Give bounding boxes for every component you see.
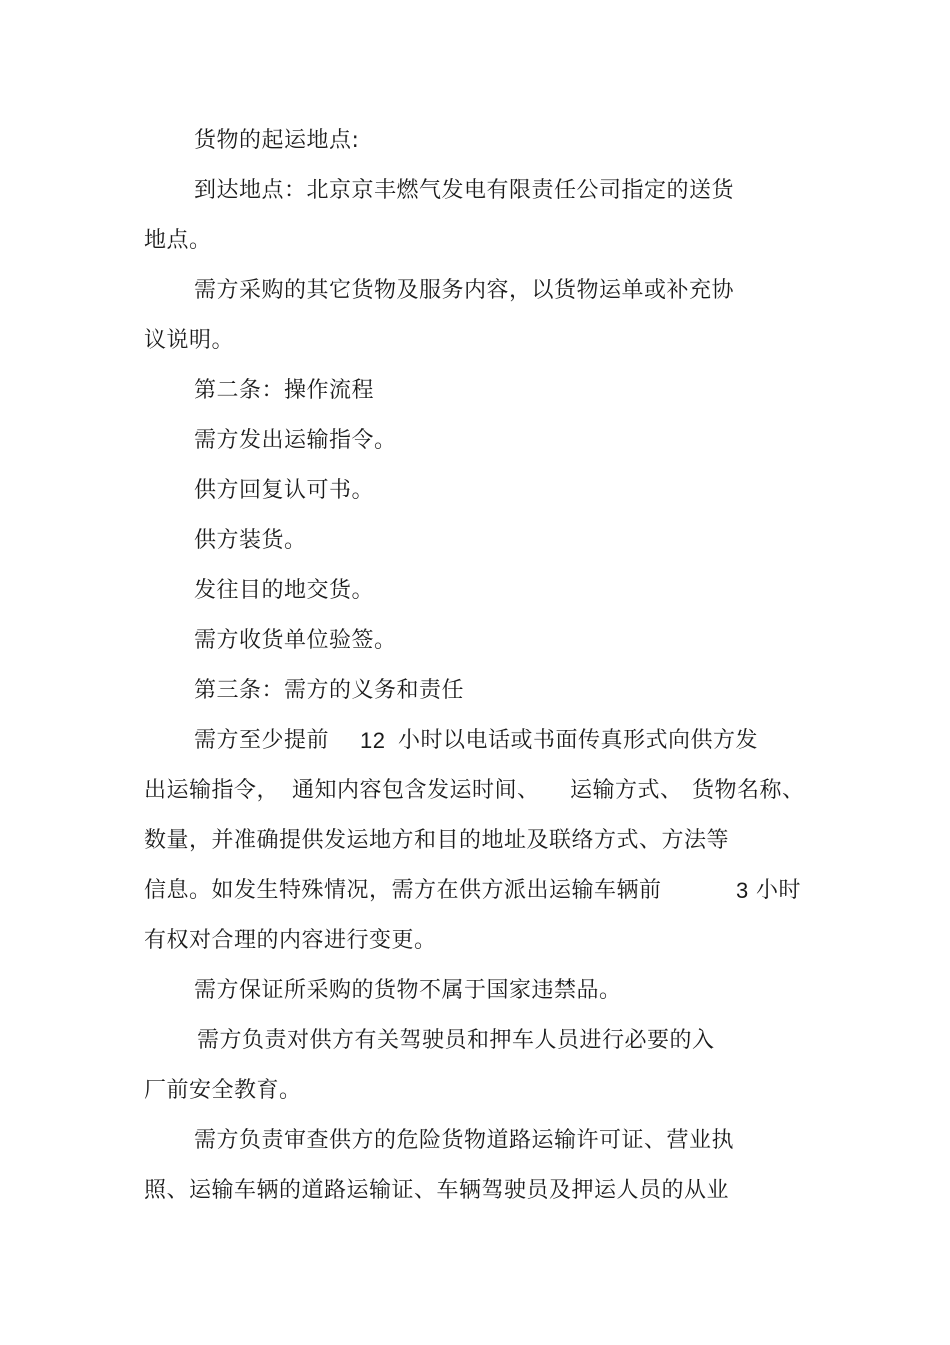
paragraph-line-segment: 小时以电话或书面传真形式向供方发 — [398, 728, 759, 753]
paragraph-line: 有权对合理的内容进行变更。 — [144, 928, 437, 953]
paragraph-line-segment: 小时 — [756, 878, 802, 903]
paragraph-line-number: 3 — [736, 878, 749, 903]
paragraph-line: 照、运输车辆的道路运输证、车辆驾驶员及押运人员的从业 — [144, 1178, 730, 1203]
paragraph-line: 需方保证所采购的货物不属于国家违禁品。 — [194, 978, 622, 1003]
paragraph-line: 需方采购的其它货物及服务内容，以货物运单或补充协 — [194, 278, 735, 303]
paragraph-line: 需方负责审查供方的危险货物道路运输许可证、营业执 — [194, 1128, 735, 1153]
paragraph-line: 需方收货单位验签。 — [194, 628, 397, 653]
paragraph-line-segment: 通知内容包含发运时间、 — [292, 778, 540, 803]
paragraph-line: 到达地点：北京京丰燃气发电有限责任公司指定的送货 — [194, 178, 735, 203]
paragraph-line-segment: 货物名称、 — [692, 778, 805, 803]
paragraph-line-segment: 出运输指令， — [144, 778, 280, 803]
paragraph-line: 需方发出运输指令。 — [194, 428, 397, 453]
paragraph-line: 厂前安全教育。 — [144, 1078, 302, 1103]
paragraph-line: 需方负责对供方有关驾驶员和押车人员进行必要的入 — [197, 1028, 715, 1053]
paragraph-line: 发往目的地交货。 — [194, 578, 375, 603]
paragraph-line-segment: 运输方式、 — [570, 778, 683, 803]
paragraph-line-segment: 需方至少提前 — [194, 728, 330, 753]
paragraph-line: 货物的起运地点: — [194, 128, 360, 153]
paragraph-line: 议说明。 — [144, 328, 235, 353]
section-heading: 第三条：需方的义务和责任 — [194, 678, 465, 703]
paragraph-line: 数量，并准确提供发运地方和目的地址及联络方式、方法等 — [144, 828, 730, 853]
paragraph-line: 供方回复认可书。 — [194, 478, 375, 503]
paragraph-line: 供方装货。 — [194, 528, 307, 553]
paragraph-line: 地点。 — [144, 228, 212, 253]
paragraph-line-number: 12 — [360, 728, 386, 753]
section-heading: 第二条：操作流程 — [194, 378, 375, 403]
paragraph-line-segment: 信息。如发生特殊情况，需方在供方派出运输车辆前 — [144, 878, 662, 903]
